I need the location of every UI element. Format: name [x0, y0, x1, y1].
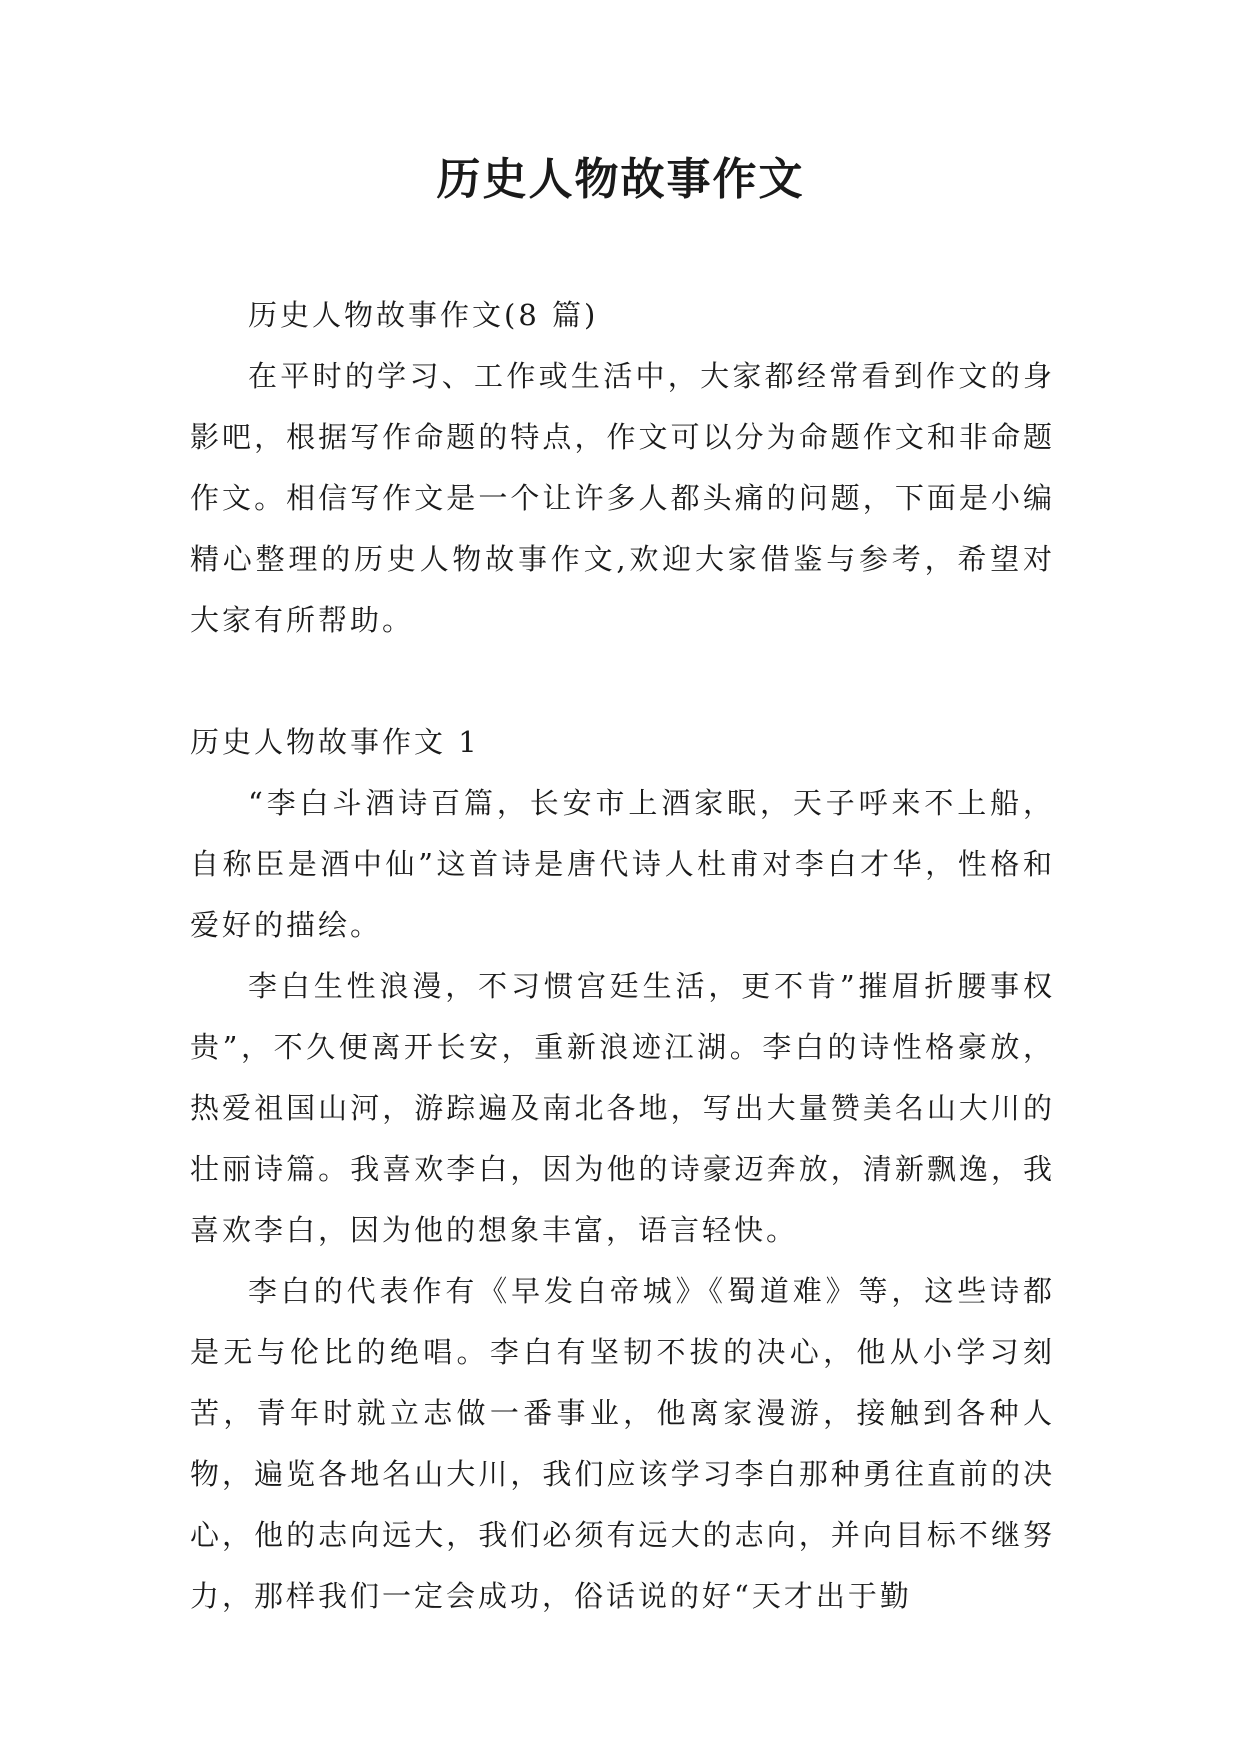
document-body: [190, 285, 1055, 1627]
body-paragraph: “李白斗酒诗百篇，长安市上酒家眠，天子呼来不上船，自称臣是酒中仙”这首诗是唐代诗人杜甫对李白才华，性格和爱好的描绘。: [190, 786, 1055, 942]
intro-paragraph: 在平时的学习、工作或生活中，大家都经常看到作文的身影吧，根据写作命题的特点，作文可以分为命题作文和非命题作文。相信写作文是一个让许多人都头痛的问题，下面是小编精心整理的历史人物故事作文,欢迎大家借鉴与参考，希望对大家有所帮助。: [190, 359, 1055, 637]
document-title: 历史人物故事作文: [436, 154, 805, 205]
subtitle-line: 历史人物故事作文(8 篇): [248, 298, 599, 332]
body-paragraph: 李白的代表作有《早发白帝城》《蜀道难》等，这些诗都是无与伦比的绝唱。李白有坚韧不拔的决心，他从小学习刻苦，青年时就立志做一番事业，他离家漫游，接触到各种人物，遍览各地名山大川，我们应该学习李白那种勇往直前的决心，他的志向远大，我们必须有远大的志向，并向目标不继努力，那样我们一定会成功，俗话说的好“天才出于勤: [190, 1274, 1055, 1613]
section-spacer: [190, 651, 1055, 712]
body-paragraph: 李白生性浪漫，不习惯宫廷生活，更不肯”摧眉折腰事权贵”，不久便离开长安，重新浪迹江湖。李白的诗性格豪放，热爱祖国山河，游踪遍及南北各地，写出大量赞美名山大川的壮丽诗篇。我喜欢李白，因为他的诗豪迈奔放，清新飘逸，我喜欢李白，因为他的想象丰富，语言轻快。: [190, 969, 1055, 1247]
section-heading: 历史人物故事作文 1: [190, 725, 480, 759]
